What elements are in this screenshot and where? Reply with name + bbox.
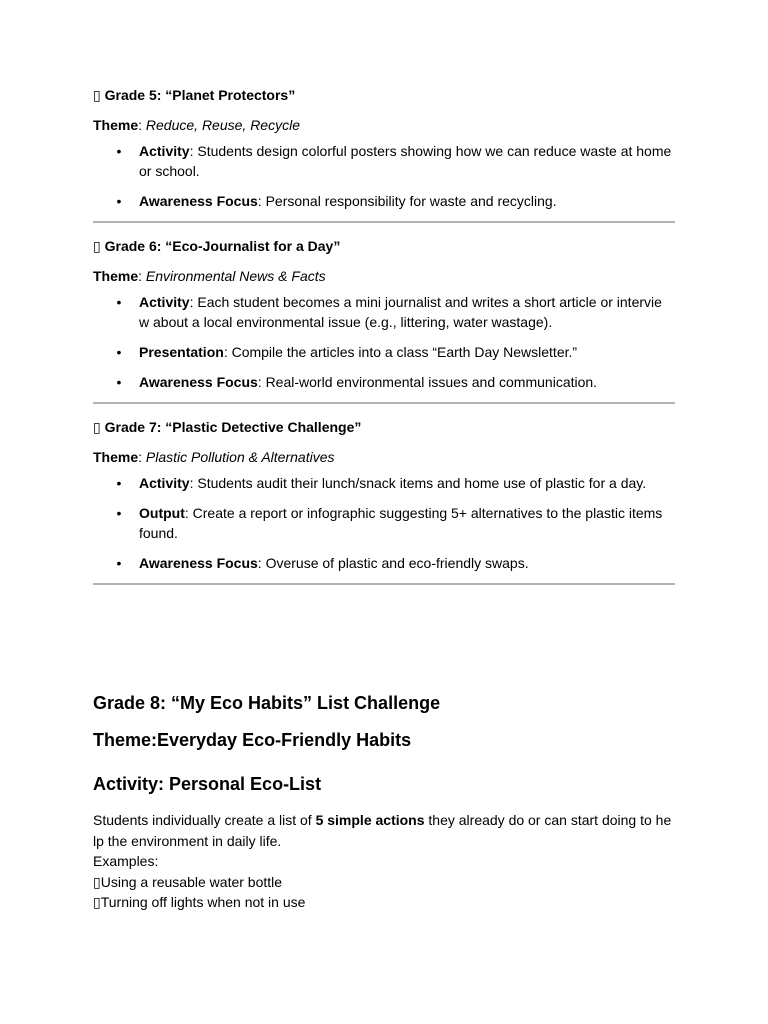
grade6-section (93, 236, 675, 392)
grade7-theme (93, 447, 675, 467)
list-item (93, 503, 675, 543)
bullet-icon: • (116, 143, 122, 159)
para-text-before: Students individually create a list of (93, 812, 316, 828)
grade5-theme (93, 115, 675, 135)
list-item (93, 553, 675, 573)
example-text: Using a reusable water bottle (100, 873, 283, 890)
grade7-title-text: Grade 7: “Plastic Detective Challenge” (104, 419, 362, 435)
example-text: Turning off lights when not in use (100, 894, 306, 910)
para-text-after: they already do or can start doing to he lp the environment in daily life. (93, 812, 672, 849)
item-label: Presentation (139, 344, 224, 360)
grade7-theme-label: Theme (93, 449, 139, 465)
grade7-title (93, 417, 675, 437)
grade8-section (93, 690, 675, 913)
missing-glyph-icon: ▯ (93, 894, 101, 910)
item-label: Awareness Focus (139, 374, 258, 390)
example-item (93, 892, 675, 913)
section-divider (93, 583, 675, 585)
item-text: : Real-world environmental issues and communication. (257, 374, 598, 390)
missing-glyph-icon: ▯ (93, 87, 101, 103)
bullet-icon: • (116, 193, 122, 209)
grade7-section (93, 417, 675, 573)
item-text: : Overuse of plastic and eco-friendly swaps. (257, 555, 529, 571)
list-item (93, 292, 675, 332)
list-item (93, 191, 675, 211)
grade6-list (93, 292, 675, 392)
bullet-icon: • (116, 475, 122, 491)
document-page (93, 80, 675, 598)
para-text-bold: 5 simple actions (315, 812, 425, 828)
item-text: : Each student becomes a mini journalist and writes a short article or intervie w about a local environmental issue (e.g., littering, water wastage). (139, 294, 662, 330)
grade5-theme-sep: : (138, 117, 146, 133)
grade6-theme-sep: : (138, 268, 146, 284)
missing-glyph-icon: ▯ (93, 419, 101, 435)
missing-glyph-icon: ▯ (93, 873, 101, 890)
bullet-icon: • (116, 374, 122, 390)
bullet-icon: • (116, 555, 122, 571)
list-item (93, 372, 675, 392)
item-text: : Create a report or infographic suggesting 5+ alternatives to the plastic items found. (139, 505, 663, 541)
item-label: Awareness Focus (139, 193, 258, 209)
examples-label: Examples: (93, 853, 159, 869)
grade8-paragraph (93, 810, 675, 851)
list-item (93, 141, 675, 181)
grade8-activity-heading: Activity: Personal Eco-List (93, 774, 322, 794)
example-item (93, 872, 675, 893)
grade8-title: Grade 8: “My Eco Habits” List Challenge (93, 693, 441, 713)
grade5-title-text: Grade 5: “Planet Protectors” (104, 87, 296, 103)
bullet-icon: • (116, 505, 122, 521)
item-label: Output (139, 505, 185, 521)
grade6-title (93, 236, 675, 256)
grade7-list (93, 473, 675, 573)
bullet-icon: • (116, 344, 122, 360)
missing-glyph-icon: ▯ (93, 238, 101, 254)
grade5-theme-value: Reduce, Reuse, Recycle (145, 117, 300, 133)
grade8-theme: Theme:Everyday Eco-Friendly Habits (93, 730, 412, 750)
item-text: : Students audit their lunch/snack items and home use of plastic for a day. (189, 475, 647, 491)
item-text: : Compile the articles into a class “Earth Day Newsletter.” (223, 344, 578, 360)
grade5-theme-label: Theme (93, 117, 139, 133)
grade5-section (93, 85, 675, 211)
item-label: Activity (139, 294, 190, 310)
item-text: : Students design colorful posters showing how we can reduce waste at home or school. (139, 143, 672, 179)
item-label: Awareness Focus (139, 555, 258, 571)
grade6-theme-value: Environmental News & Facts (145, 268, 326, 284)
grade5-title (93, 85, 675, 105)
bullet-icon: • (116, 294, 122, 310)
item-text: : Personal responsibility for waste and recycling. (257, 193, 557, 209)
list-item (93, 473, 675, 493)
grade5-list (93, 141, 675, 211)
grade6-theme (93, 266, 675, 286)
item-label: Activity (139, 143, 190, 159)
item-label: Activity (139, 475, 190, 491)
list-item (93, 342, 675, 362)
grade6-title-text: Grade 6: “Eco-Journalist for a Day” (104, 238, 341, 254)
grade7-theme-sep: : (138, 449, 146, 465)
grade6-theme-label: Theme (93, 268, 139, 284)
section-divider (93, 402, 675, 404)
grade7-theme-value: Plastic Pollution & Alternatives (145, 449, 335, 465)
section-divider (93, 221, 675, 223)
